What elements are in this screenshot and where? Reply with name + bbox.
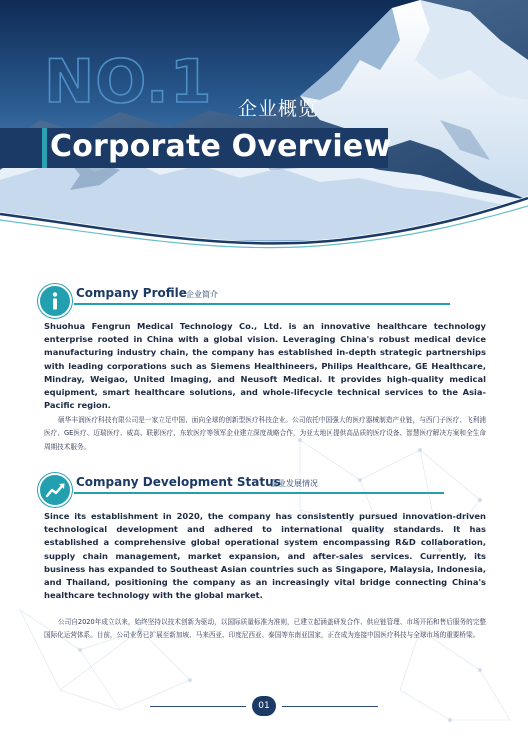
development-title-cn: 企业发展情况 — [270, 479, 318, 488]
page-title-cn: 企业概览 — [238, 98, 319, 120]
growth-chart-icon — [38, 473, 72, 507]
mountain-illustration — [0, 0, 528, 250]
profile-body-en: Shuohua Fengrun Medical Technology Co., Ltd. is an innovative healthcare technology enterprise rooted in China with a global vision. Leveraging China's robust medical device manufacturing industry chain, the company has established in-depth strategic partnerships with leading corporations such as Siemens Healthineers, Philips Healthcare, GE Healthcare, Mindray, Weigao, United Imaging, and Neusoft Medical. It provides high-quality medical equipment, smart healthcare solutions, and whole-lifecycle technical services to the Asia-Pacific region. — [44, 321, 486, 411]
page-number: 01 — [252, 696, 276, 716]
section-number: NO.1 — [44, 47, 213, 117]
profile-divider — [74, 303, 450, 305]
development-divider — [74, 492, 444, 494]
footer-line-right — [282, 706, 378, 707]
hero-banner — [0, 0, 528, 250]
development-body-cn: 公司自2020年成立以来，始终坚持以技术创新为驱动，以国际质量标准为准则，已建立起涵盖研发合作、供应链管理、市场开拓和售后服务的完整国际化运营体系。目前，公司业务已扩展至新加坡、马来西亚、印度尼西亚、泰国等东南亚国家，正在成为连接中国医疗科技与全球市场的重要桥梁。 — [44, 618, 486, 640]
profile-body-cn: 硕华丰润医疗科技有限公司是一家立足中国、面向全球的创新型医疗科技企业。公司依托中国强大的医疗器械制造产业链，与西门子医疗、飞利浦医疗、GE医疗、迈瑞医疗、威高、联影医疗、东软医疗等领军企业建立深度战略合作，为亚太地区提供高品质的医疗设备、智慧医疗解决方案和全生命周期技术服务。 — [44, 416, 486, 451]
info-icon — [38, 284, 72, 318]
profile-title: Company Profile — [76, 286, 187, 300]
page-title: Corporate Overview — [50, 129, 392, 164]
development-title: Company Development Status — [76, 475, 281, 489]
development-heading — [38, 473, 478, 505]
profile-heading — [38, 284, 478, 316]
profile-title-cn: 企业简介 — [186, 290, 218, 299]
development-body-en: Since its establishment in 2020, the company has consistently pursued innovation-driven technological development and adhered to international quality standards. It has established a comprehensive global operational system encompassing R&D collaboration, supply chain management, market expansion, and after-sales services. Currently, its business has expanded to Southeast Asian countries such as Singapore, Malaysia, Indonesia, and Thailand, positioning the company as an increasingly vital bridge connecting China's healthcare technology with the global market. — [44, 511, 486, 601]
title-accent — [42, 128, 47, 168]
footer-line-left — [150, 706, 246, 707]
